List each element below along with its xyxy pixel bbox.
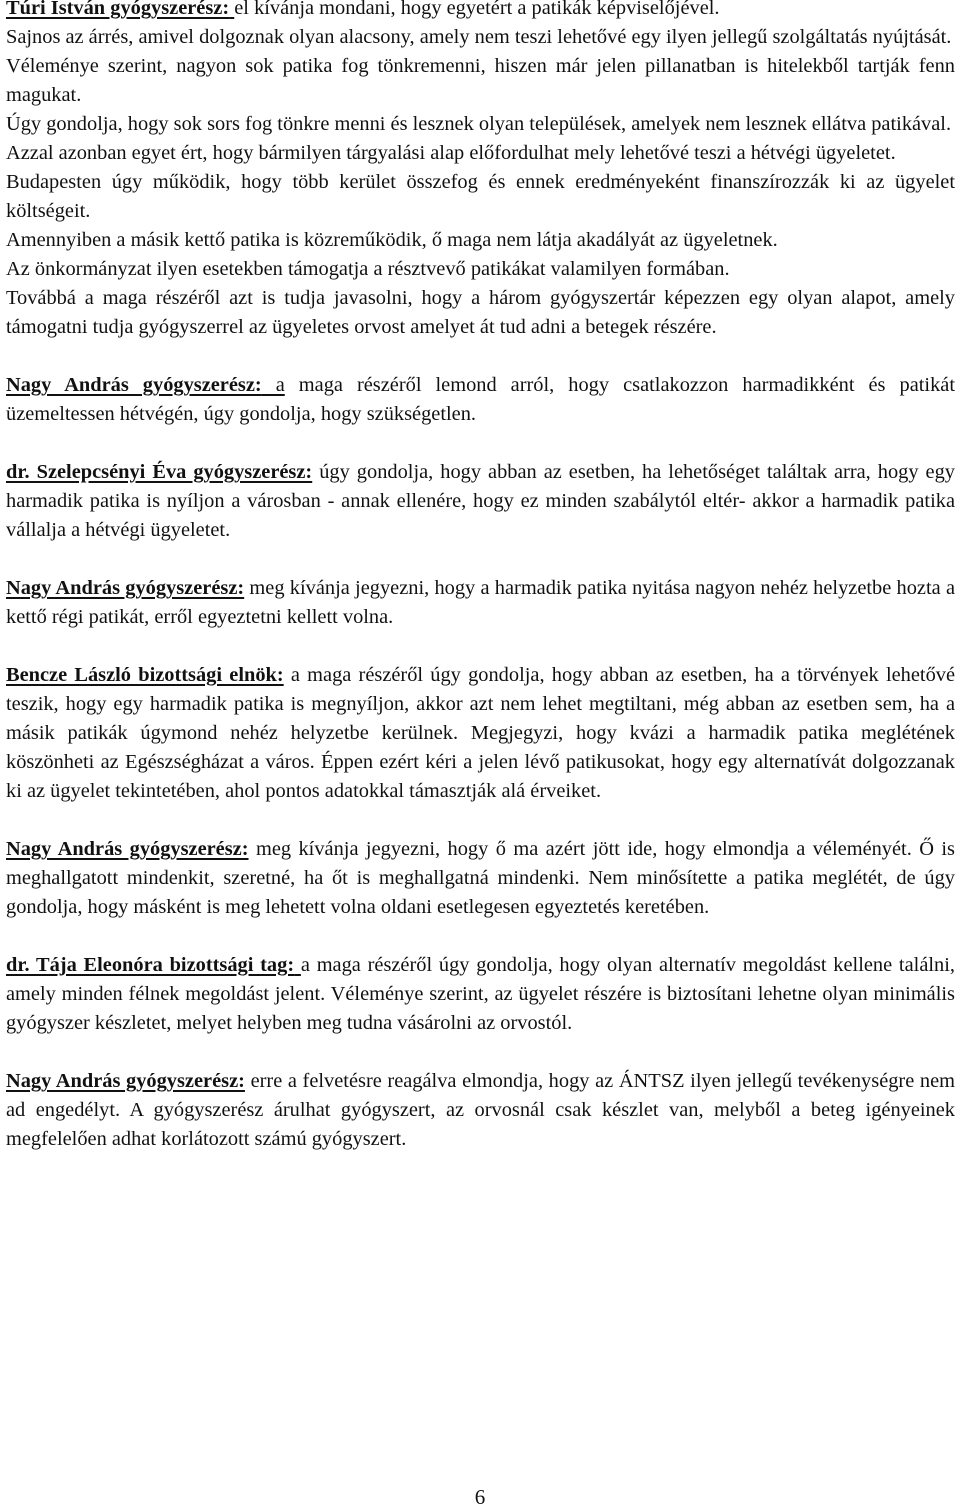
statement-paragraph (6, 835, 955, 922)
statement-text: úgy gondolja, hogy abban az esetben, ha lehetőséget találtak arra, hogy egy harmadik patika is nyíljon a városban - annak ellenére, hogy ez minden szabálytól eltér- akkor a harmadik patika vállalja a hétvégi ügyeletet. (6, 461, 955, 541)
statement-turi-istvan (6, 0, 955, 342)
speaker-trail: a (261, 374, 285, 396)
speaker-name: Nagy András gyógyszerész: (6, 374, 262, 396)
statement-text: a maga részéről úgy gondolja, hogy abban az esetben, ha a törvények lehetővé teszik, hogy egy harmadik patika is megnyíljon, akkor azt nem lehet megtiltani, még abban az esetben sem, ha a másik patikák úgymond nehéz helyzetbe kerülnek. Megjegyzi, hogy kvázi a harmadik patika meglétének köszönheti az Egészségházat a város. Éppen ezért kéri a jelen lévő patikusokat, hogy egy alternatívát dolgozzanak ki az ügyelet tekintetében, ahol pontos adatokkal támasztják alá érveiket. (6, 664, 956, 802)
statement-paragraph: Amennyiben a másik kettő patika is közreműködik, ő maga nem látja akadályát az ügyeletnek. (6, 229, 778, 251)
speaker-name: dr. Szelepcsényi Éva gyógyszerész: (6, 461, 313, 483)
statement-paragraph: Sajnos az árrés, amivel dolgoznak olyan alacsony, amely nem teszi lehetővé egy ilyen jellegű szolgáltatás nyújtását. (6, 26, 952, 48)
statement-paragraph: Budapesten úgy működik, hogy több kerület összefog és ennek eredményeként finanszírozzák ki az ügyelet költségeit. (6, 171, 955, 222)
statement-paragraph: Úgy gondolja, hogy sok sors fog tönkre menni és lesznek olyan települések, amelyek nem lesznek ellátva patikával. (6, 113, 952, 135)
page-number: 6 (474, 1485, 486, 1509)
statement-paragraph: Véleménye szerint, nagyon sok patika fog tönkremenni, hiszen már jelen pillanatban is hitelekből tartják fenn magukat. (6, 55, 955, 106)
speaker-name: Nagy András gyógyszerész: (6, 1070, 245, 1092)
statement-paragraph: Az önkormányzat ilyen esetekben támogatja a résztvevő patikákat valamilyen formában. (6, 258, 730, 280)
statement-paragraph: Azzal azonban egyet ért, hogy bármilyen tárgyalási alap előfordulhat mely lehetővé teszi a hétvégi ügyeletet. (6, 142, 896, 164)
speaker-name: Nagy András gyógyszerész: (6, 577, 245, 599)
statement-paragraph (6, 371, 955, 429)
statement-text: a maga részéről úgy gondolja, hogy olyan alternatív megoldást kellene találni, amely minden félnek megoldást jelent. Véleménye szerint, az ügyelet részére is biztosítani lehetne olyan minimális gyógyszer készletet, melyet helyben meg tudna vásárolni az orvostól. (6, 954, 955, 1034)
statement-paragraph (6, 458, 955, 545)
statement-text: maga részéről lemond arról, hogy csatlakozzon harmadikként és patikát üzemeltessen hétvégén, úgy gondolja, hogy szükségetlen. (6, 374, 955, 425)
statement-paragraph (6, 661, 955, 806)
statement-text: el kívánja mondani, hogy egyetért a patikák képviselőjével. (234, 0, 720, 19)
statement-nagy-andras-3 (6, 835, 955, 922)
speaker-name: Bencze László bizottsági elnök: (6, 664, 284, 686)
speaker-name: Nagy András gyógyszerész: (6, 838, 249, 860)
statement-taja-eleonora (6, 951, 955, 1038)
statement-text: erre a felvetésre reagálva elmondja, hogy az ÁNTSZ ilyen jellegű tevékenységre nem ad engedélyt. A gyógyszerész árulhat gyógyszert, az orvosnál csak készlet van, melyből a beteg igényeinek megfelelően adhat korlátozott számú gyógyszert. (6, 1070, 956, 1150)
statement-paragraph: Továbbá a maga részéről azt is tudja javasolni, hogy a három gyógyszertár képezzen egy olyan alapot, amely támogatni tudja gyógyszerrel az ügyeletes orvost amelyet át tud adni a betegek részére. (6, 287, 955, 338)
statement-nagy-andras-4 (6, 1067, 955, 1154)
speaker-name: Túri István gyógyszerész: (6, 0, 230, 19)
statement-text: meg kívánja jegyezni, hogy a harmadik patika nyitása nagyon nehéz helyzetbe hozta a kettő régi patikát, erről egyeztetni kellett volna. (6, 577, 955, 628)
statement-paragraph (6, 0, 955, 23)
speaker-name: dr. Tája Eleonóra bizottsági tag: (6, 954, 295, 976)
statement-nagy-andras-2 (6, 574, 955, 632)
statement-text: meg kívánja jegyezni, hogy ő ma azért jött ide, hogy elmondja a véleményét. Ő is meghallgatott mindenkit, szeretné, ha őt is meghallgatná mindenki. Nem minősítette a patika meglétét, de úgy gondolja, hogy másként is meg lehetett volna oldani esetlegesen egyeztetés keretében. (6, 838, 955, 918)
statement-paragraph (6, 1067, 955, 1154)
speaker-trail (294, 954, 301, 976)
statement-szelepcsenyi-eva (6, 458, 955, 545)
statement-paragraph (6, 951, 955, 1038)
document-page (6, 0, 955, 1183)
statement-paragraph (6, 574, 955, 632)
statement-bencze-laszlo (6, 661, 955, 806)
statement-nagy-andras-1 (6, 371, 955, 429)
